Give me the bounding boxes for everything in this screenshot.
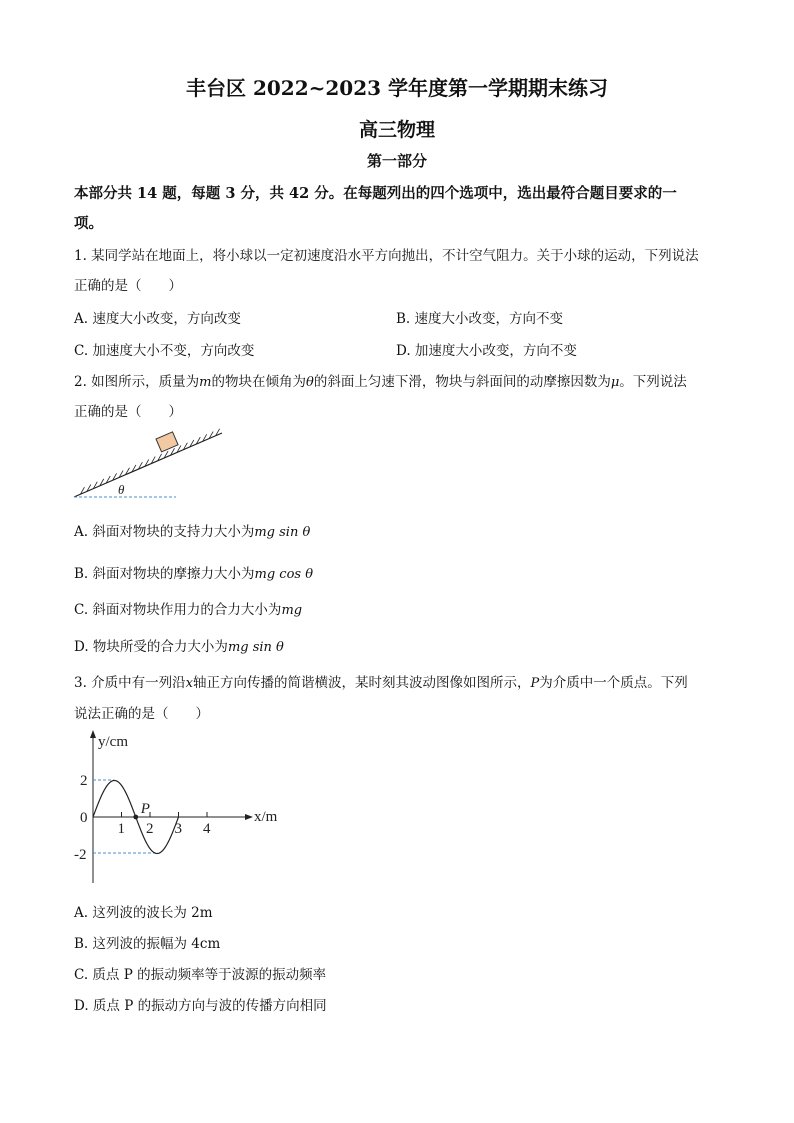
q1-option-c: C. 加速度大小不变，方向改变 — [74, 343, 255, 359]
option-text: C. 斜面对物块作用力的合力大小为 — [74, 602, 282, 618]
y-tick-label: 2 — [80, 773, 88, 789]
option-text: B. 斜面对物块的摩擦力大小为 — [74, 566, 255, 582]
q2-stem-text: 的物块在倾角为 — [211, 374, 306, 390]
point-p-label: P — [140, 801, 150, 817]
point-p-marker — [133, 815, 138, 820]
option-text: D. 物块所受的合力大小为 — [74, 639, 228, 655]
part-title: 第一部分 — [366, 152, 427, 170]
p-symbol: P — [530, 676, 540, 691]
option-formula: mg sin θ — [254, 525, 311, 540]
x-tick-label: 3 — [174, 821, 182, 837]
option-formula: mg cos θ — [254, 567, 314, 582]
q3-option-b: B. 这列波的振幅为 4cm — [74, 936, 221, 952]
instruction-line-2: 项。 — [74, 215, 103, 232]
q3-stem-line-1 — [74, 671, 688, 691]
q3-stem-text: 为介质中一个质点。下列 — [539, 675, 688, 691]
option-text: A. 斜面对物块的支持力大小为 — [74, 524, 255, 540]
q3-option-c: C. 质点 P 的振动频率等于波源的振动频率 — [74, 967, 327, 983]
page-title: 丰台区 2022~2023 学年度第一学期期末练习 — [185, 76, 608, 100]
q3-option-d: D. 质点 P 的振动方向与波的传播方向相同 — [74, 998, 327, 1014]
q1-option-a: A. 速度大小改变，方向改变 — [74, 311, 241, 327]
q1-stem-line-2: 正确的是（ ） — [74, 278, 182, 294]
incline-hatching — [80, 429, 219, 494]
q2-option-c — [74, 598, 302, 618]
q3-option-a: A. 这列波的波长为 2m — [74, 905, 213, 921]
q2-stem-text: 2. 如图所示，质量为 — [74, 374, 200, 390]
subject-title: 高三物理 — [358, 119, 435, 141]
q2-option-d — [74, 635, 284, 655]
x-ticks — [118, 812, 212, 837]
theta-label: θ — [118, 482, 125, 497]
x-axis-label: x/m — [254, 809, 278, 825]
q2-stem-text: 。下列说法 — [619, 374, 687, 390]
y-tick-label: -2 — [74, 847, 87, 863]
q1-option-d: D. 加速度大小改变，方向不变 — [396, 343, 577, 359]
x-tick-label: 4 — [203, 821, 211, 837]
x-tick-label: 1 — [117, 821, 125, 837]
q1-option-b: B. 速度大小改变，方向不变 — [396, 311, 564, 327]
mass-symbol: m — [199, 375, 212, 390]
x-symbol: x — [185, 676, 194, 691]
q2-option-b — [74, 562, 313, 582]
q1-stem-line-1: 1. 某同学站在地面上，将小球以一定初速度沿水平方向抛出，不计空气阻力。关于小球的运动，下列说法 — [74, 248, 699, 264]
theta-symbol: θ — [306, 375, 314, 390]
x-axis-arrow — [245, 814, 253, 820]
q3-stem-text: 3. 介质中有一列沿 — [74, 675, 186, 691]
option-formula: mg sin θ — [227, 640, 284, 655]
y-axis-arrow — [90, 730, 96, 738]
q3-stem-line-2: 说法正确的是（ ） — [74, 706, 209, 722]
q2-stem-line-2: 正确的是（ ） — [74, 404, 182, 420]
q3-stem-text: 轴正方向传播的简谐横波，某时刻其波动图像如图所示， — [193, 675, 531, 691]
instruction-line-1: 本部分共 14 题，每题 3 分，共 42 分。在每题列出的四个选项中，选出最符合题目要求的一 — [74, 185, 677, 202]
y-tick-label: 0 — [80, 810, 88, 826]
x-tick-label: 2 — [146, 821, 154, 837]
incline-surface — [74, 433, 222, 497]
option-formula: mg — [281, 603, 303, 618]
block — [156, 432, 178, 452]
q2-stem-line-1 — [74, 370, 687, 390]
incline-figure — [70, 425, 230, 505]
wave-chart — [70, 728, 290, 888]
mu-symbol: μ — [610, 375, 620, 390]
q2-stem-text: 的斜面上匀速下滑，物块与斜面间的动摩擦因数为 — [313, 374, 611, 390]
y-axis-label: y/cm — [98, 734, 128, 750]
q2-option-a — [74, 520, 310, 540]
